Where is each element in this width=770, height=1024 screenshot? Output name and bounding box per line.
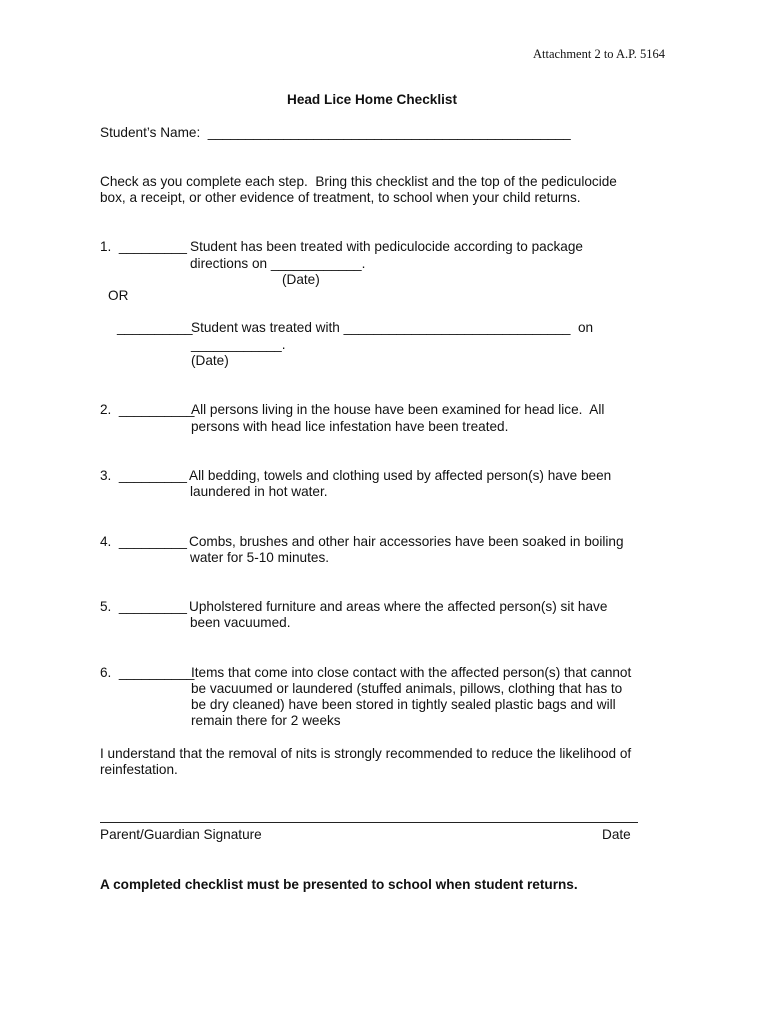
item-3-checkbox[interactable]: 3. _________ <box>100 468 187 483</box>
footer-note: A completed checklist must be presented to school when student returns. <box>100 877 578 892</box>
item-6-line-1: Items that come into close contact with the affected person(s) that cannot <box>191 665 632 680</box>
item-1b-date-label: (Date) <box>191 353 229 368</box>
signature-line[interactable] <box>100 822 638 823</box>
item-1-line-2: directions on ____________. <box>190 256 366 271</box>
or-label: OR <box>108 288 129 303</box>
item-6-line-3: be dry cleaned) have been stored in tightly sealed plastic bags and will <box>191 697 616 712</box>
understanding-line-1: I understand that the removal of nits is strongly recommended to reduce the likelihood of <box>100 746 632 761</box>
item-1b-line-1: Student was treated with ______________________________ on <box>191 320 594 335</box>
item-5-line-2: been vacuumed. <box>190 615 291 630</box>
understanding-line-2: reinfestation. <box>100 762 178 777</box>
item-2-line-1: All persons living in the house have been examined for head lice. All <box>191 402 605 417</box>
item-5-line-1: Upholstered furniture and areas where the affected person(s) sit have <box>189 599 608 614</box>
item-6-checkbox[interactable]: 6. __________ <box>100 665 195 680</box>
item-4-line-1: Combs, brushes and other hair accessories have been soaked in boiling <box>189 534 624 549</box>
item-1-line-1: Student has been treated with pediculocide according to package <box>190 239 583 254</box>
page-title: Head Lice Home Checklist <box>287 92 457 107</box>
item-2-line-2: persons with head lice infestation have been treated. <box>191 419 509 434</box>
item-1b-checkbox[interactable]: __________ <box>117 320 193 335</box>
item-4-checkbox[interactable]: 4. _________ <box>100 534 187 549</box>
item-3-line-1: All bedding, towels and clothing used by affected person(s) have been <box>189 468 612 483</box>
student-name-field[interactable]: Student’s Name: ________________________________________________ <box>100 125 571 140</box>
instructions-line-1: Check as you complete each step. Bring this checklist and the top of the pediculocide <box>100 174 617 189</box>
item-6-line-2: be vacuumed or laundered (stuffed animals, pillows, clothing that has to <box>191 681 623 696</box>
item-6-line-4: remain there for 2 weeks <box>191 713 341 728</box>
item-1-date-label: (Date) <box>282 272 320 287</box>
signature-label: Parent/Guardian Signature <box>100 827 262 842</box>
item-1-checkbox[interactable]: 1. _________ <box>100 239 187 254</box>
item-1b-line-2: ____________. <box>191 337 286 352</box>
date-label: Date <box>602 827 631 842</box>
item-2-checkbox[interactable]: 2. __________ <box>100 402 195 417</box>
item-4-line-2: water for 5-10 minutes. <box>190 550 330 565</box>
item-3-line-2: laundered in hot water. <box>190 484 328 499</box>
attachment-label: Attachment 2 to A.P. 5164 <box>533 47 665 61</box>
item-5-checkbox[interactable]: 5. _________ <box>100 599 187 614</box>
instructions-line-2: box, a receipt, or other evidence of treatment, to school when your child returns. <box>100 190 581 205</box>
